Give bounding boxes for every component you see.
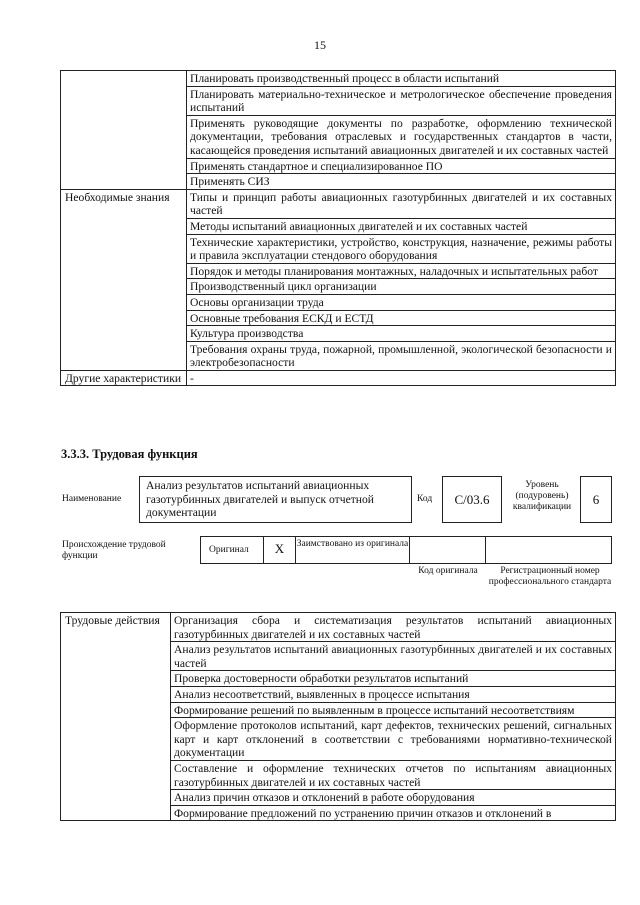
- knowledge-item: Основные требования ЕСКД и ЕСТД: [187, 310, 616, 326]
- skill-item: Планировать материально-техническое и метрологическое обеспечение проведения испытаний: [187, 86, 616, 115]
- knowledge-item: Типы и принцип работы авиационных газотурбинных двигателей и их составных частей: [187, 189, 616, 218]
- origin-label: Происхождение трудовой функции: [62, 540, 166, 561]
- knowledge-item: Основы организации труда: [187, 294, 616, 310]
- row-label-empty: [61, 71, 187, 190]
- code-label: Код: [417, 494, 433, 504]
- action-item: Анализ несоответствий, выявленных в процессе испытания: [171, 686, 616, 702]
- action-item: Формирование решений по выявленным в процессе испытаний несоответствиям: [171, 702, 616, 718]
- table-row: [61, 370, 616, 386]
- row-label-actions: Трудовые действия: [61, 613, 171, 821]
- knowledge-item: Методы испытаний авиационных двигателей и их составных частей: [187, 218, 616, 234]
- action-item: Формирование предложений по устранению причин отказов и отклонений в: [171, 805, 616, 821]
- function-name-box: Анализ результатов испытаний авиационных газотурбинных двигателей и выпуск отчетной документации: [139, 476, 412, 523]
- knowledge-item: Культура производства: [187, 326, 616, 342]
- page-number: 15: [314, 38, 326, 52]
- name-label: Наименование: [62, 494, 122, 504]
- action-item: Анализ причин отказов и отклонений в работе оборудования: [171, 790, 616, 806]
- code-orig-label: Код оригинала: [418, 566, 478, 576]
- original-label-cell: Оригинал: [200, 536, 264, 564]
- reg-num-label: Регистрационный номер профессионального стандарта: [488, 566, 612, 587]
- knowledge-item: Требования охраны труда, пожарной, промышленной, экологической безопасности и электробезопасности: [187, 341, 616, 370]
- labor-actions-table: [60, 612, 616, 821]
- action-item: Анализ результатов испытаний авиационных газотурбинных двигателей и их составных частей: [171, 642, 616, 671]
- original-code-cell: [409, 536, 486, 564]
- row-label-knowledge: Необходимые знания: [61, 189, 187, 370]
- skill-item: Планировать производственный процесс в области испытаний: [187, 71, 616, 87]
- knowledge-item: Технические характеристики, устройство, конструкция, назначение, режимы работы и правила эксплуатации стендового оборудования: [187, 234, 616, 263]
- level-value-box: 6: [580, 476, 612, 523]
- action-item: Организация сбора и систематизация результатов испытаний авиационных газотурбинных двигателей и их составных частей: [171, 613, 616, 642]
- skill-item: Применять руководящие документы по разработке, оформлению технической документации, требования отраслевых и государственных стандартов в части, касающейся проведения испытаний авиационных двигателей и их составных частей: [187, 115, 616, 158]
- level-label: Уровень (подуровень) квалификации: [512, 480, 572, 512]
- function-code-box: C/03.6: [442, 476, 502, 523]
- skill-item: Применять стандартное и специализированное ПО: [187, 158, 616, 174]
- action-item: Проверка достоверности обработки результатов испытаний: [171, 671, 616, 687]
- table-row: [61, 71, 616, 87]
- action-item: Составление и оформление технических отчетов по испытаниям авиационных газотурбинных двигателей и их составных частей: [171, 760, 616, 789]
- knowledge-item: Порядок и методы планирования монтажных, наладочных и испытательных работ: [187, 263, 616, 279]
- knowledge-item: Производственный цикл организации: [187, 279, 616, 295]
- row-label-other: Другие характеристики: [61, 370, 187, 386]
- reg-number-cell: [485, 536, 612, 564]
- section-heading: 3.3.3. Трудовая функция: [61, 447, 198, 461]
- action-item: Оформление протоколов испытаний, карт дефектов, технических решений, сигнальных карт и карт отклонений в соответствии с требованиями нормативно-технической документации: [171, 718, 616, 761]
- skills-knowledge-table: [60, 70, 616, 386]
- other-item: -: [187, 370, 616, 386]
- table-row: [61, 189, 616, 218]
- table-row: [61, 613, 616, 642]
- borrowed-label-cell: Заимствовано из оригинала: [295, 536, 410, 564]
- skill-item: Применять СИЗ: [187, 174, 616, 190]
- original-mark-cell: X: [263, 536, 296, 564]
